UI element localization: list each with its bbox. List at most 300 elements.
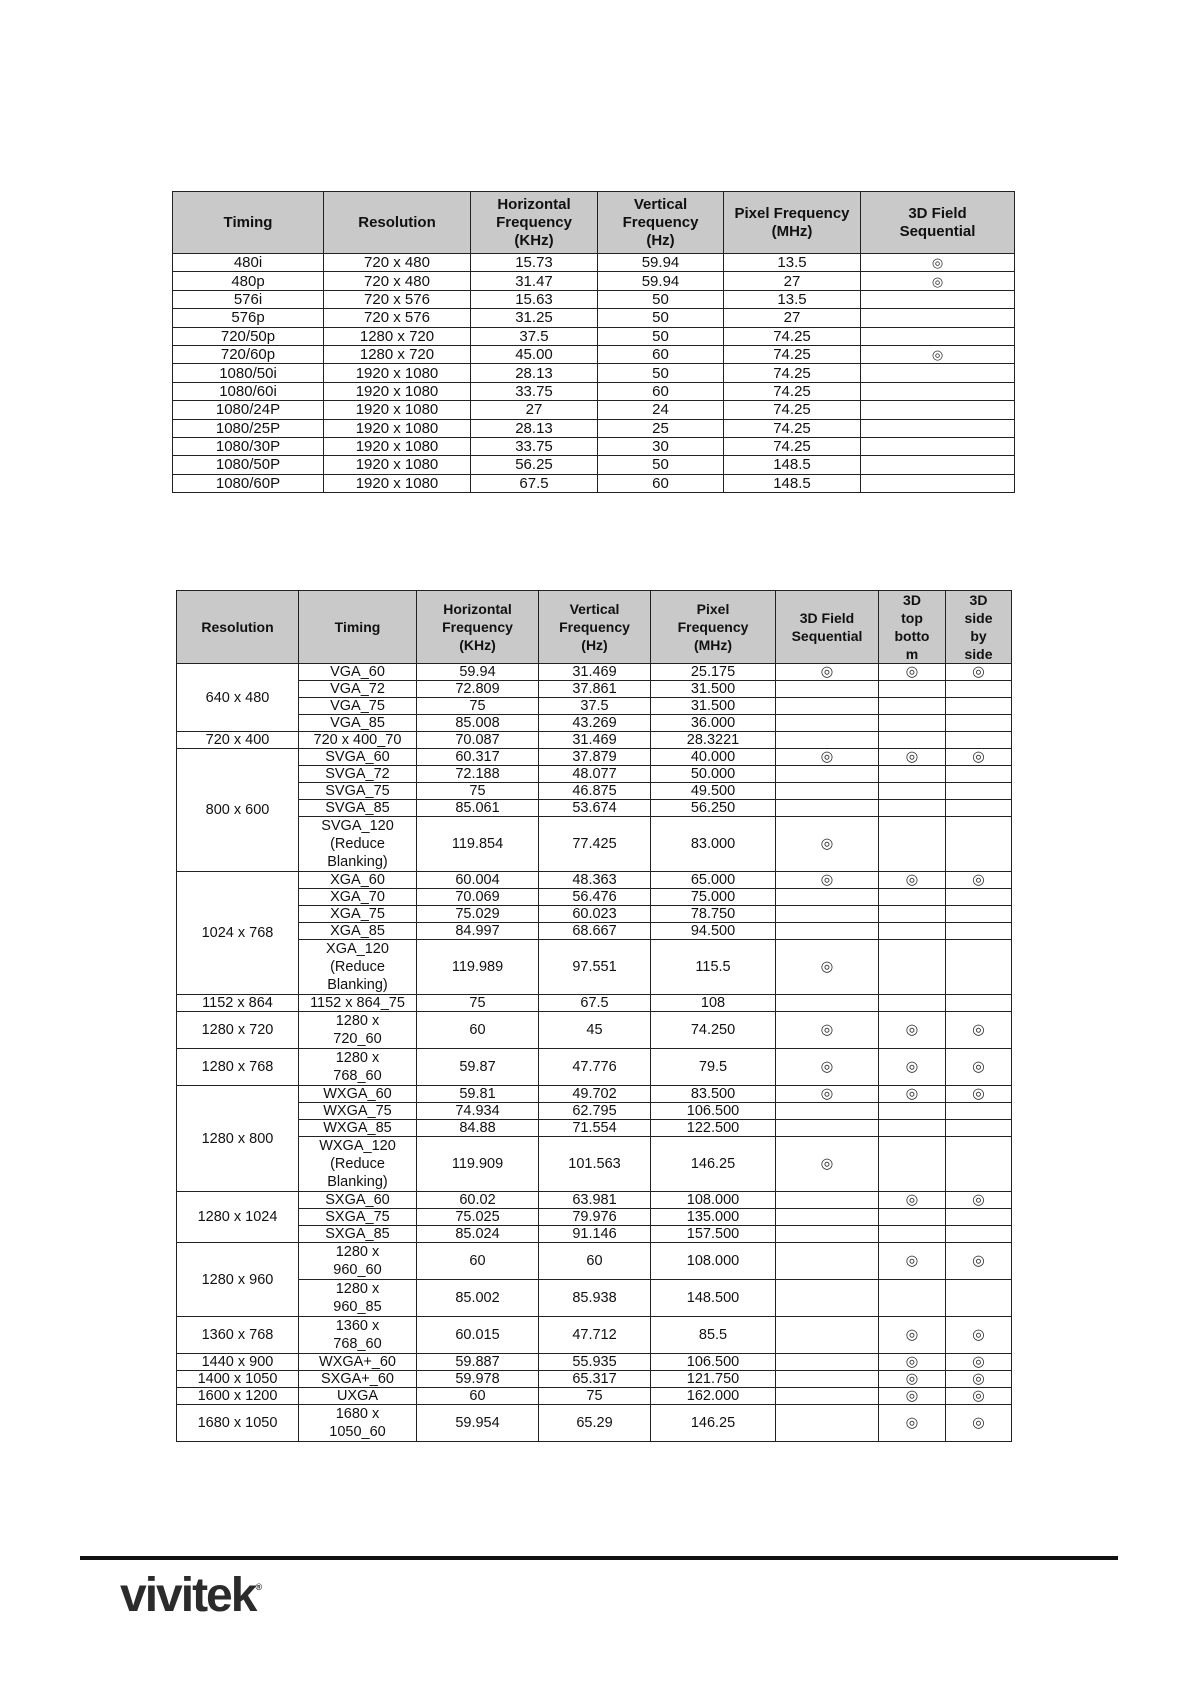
table-cell: 24 (598, 401, 724, 419)
horizontal-frequency-cell: 74.934 (417, 1103, 539, 1120)
table-row (177, 1086, 1012, 1103)
support-mark: ◎ (879, 1317, 946, 1354)
table-row (177, 923, 1012, 940)
support-mark (776, 732, 879, 749)
table-row (177, 1405, 1012, 1442)
support-mark: ◎ (946, 1049, 1012, 1086)
support-mark: ◎ (776, 940, 879, 995)
horizontal-frequency-cell: 75.029 (417, 906, 539, 923)
column-header: Vertical Frequency (Hz) (598, 192, 724, 254)
table-cell: 720/50p (173, 327, 324, 345)
vertical-frequency-cell: 71.554 (539, 1120, 651, 1137)
table-cell: 1080/30P (173, 437, 324, 455)
table-cell: 480i (173, 254, 324, 272)
horizontal-frequency-cell: 59.87 (417, 1049, 539, 1086)
support-mark (861, 474, 1015, 492)
table-row (177, 940, 1012, 995)
vertical-frequency-cell: 60.023 (539, 906, 651, 923)
pixel-frequency-cell: 65.000 (651, 872, 776, 889)
vertical-frequency-cell: 43.269 (539, 715, 651, 732)
support-mark (879, 681, 946, 698)
support-mark (879, 732, 946, 749)
table-cell: 33.75 (471, 437, 598, 455)
horizontal-frequency-cell: 60.02 (417, 1192, 539, 1209)
table-cell: 50 (598, 309, 724, 327)
support-mark (776, 1280, 879, 1317)
table-row (177, 1226, 1012, 1243)
table-cell: 1080/50P (173, 456, 324, 474)
vertical-frequency-cell: 91.146 (539, 1226, 651, 1243)
table-row (177, 906, 1012, 923)
support-mark (946, 1137, 1012, 1192)
support-mark (879, 1137, 946, 1192)
resolution-cell: 1024 x 768 (177, 872, 299, 995)
support-mark (776, 923, 879, 940)
timing-cell: 1152 x 864_75 (299, 995, 417, 1012)
timing-cell: SVGA_120 (Reduce Blanking) (299, 817, 417, 872)
support-mark (776, 783, 879, 800)
support-mark (776, 1209, 879, 1226)
table-cell: 1920 x 1080 (324, 401, 471, 419)
pixel-frequency-cell: 85.5 (651, 1317, 776, 1354)
support-mark (776, 698, 879, 715)
support-mark (946, 817, 1012, 872)
table-cell: 720 x 480 (324, 254, 471, 272)
table-cell: 1080/25P (173, 419, 324, 437)
support-mark (861, 437, 1015, 455)
timing-cell: SXGA+_60 (299, 1371, 417, 1388)
timing-cell: XGA_85 (299, 923, 417, 940)
resolution-cell: 720 x 400 (177, 732, 299, 749)
support-mark: ◎ (776, 817, 879, 872)
table-cell: 1920 x 1080 (324, 382, 471, 400)
support-mark (861, 456, 1015, 474)
table-row (177, 1012, 1012, 1049)
table-row (177, 1243, 1012, 1280)
table-row (173, 309, 1015, 327)
support-mark: ◎ (946, 872, 1012, 889)
table-cell: 56.25 (471, 456, 598, 474)
support-mark: ◎ (879, 664, 946, 681)
table-row (177, 1317, 1012, 1354)
table-cell: 28.13 (471, 419, 598, 437)
column-header: Horizontal Frequency (KHz) (471, 192, 598, 254)
support-mark (861, 401, 1015, 419)
table-cell: 74.25 (724, 364, 861, 382)
table-cell: 27 (724, 309, 861, 327)
vertical-frequency-cell: 47.712 (539, 1317, 651, 1354)
column-header: Timing (299, 591, 417, 664)
pixel-frequency-cell: 28.3221 (651, 732, 776, 749)
resolution-cell: 1680 x 1050 (177, 1405, 299, 1442)
support-mark: ◎ (946, 1192, 1012, 1209)
support-mark: ◎ (879, 1354, 946, 1371)
column-header: Pixel Frequency (MHz) (651, 591, 776, 664)
table-cell: 720/60p (173, 345, 324, 363)
timing-cell: VGA_72 (299, 681, 417, 698)
footer-divider (80, 1556, 1118, 1560)
pixel-frequency-cell: 94.500 (651, 923, 776, 940)
table-row (177, 1280, 1012, 1317)
support-mark (879, 889, 946, 906)
support-mark (861, 327, 1015, 345)
vertical-frequency-cell: 31.469 (539, 732, 651, 749)
pixel-frequency-cell: 106.500 (651, 1354, 776, 1371)
table-row (173, 437, 1015, 455)
table-row (177, 732, 1012, 749)
vertical-frequency-cell: 65.317 (539, 1371, 651, 1388)
horizontal-frequency-cell: 59.887 (417, 1354, 539, 1371)
resolution-cell: 640 x 480 (177, 664, 299, 732)
table-cell: 31.25 (471, 309, 598, 327)
vertical-frequency-cell: 65.29 (539, 1405, 651, 1442)
table-row (173, 474, 1015, 492)
table-cell: 25 (598, 419, 724, 437)
support-mark: ◎ (776, 664, 879, 681)
column-header: 3D Field Sequential (861, 192, 1015, 254)
support-mark (861, 290, 1015, 308)
support-mark (879, 923, 946, 940)
horizontal-frequency-cell: 60 (417, 1243, 539, 1280)
support-mark (879, 1103, 946, 1120)
support-mark: ◎ (861, 345, 1015, 363)
table-row (177, 1049, 1012, 1086)
pixel-frequency-cell: 40.000 (651, 749, 776, 766)
timing-cell: SVGA_60 (299, 749, 417, 766)
timing-cell: 1280 x 960_60 (299, 1243, 417, 1280)
table-cell: 1920 x 1080 (324, 474, 471, 492)
vertical-frequency-cell: 101.563 (539, 1137, 651, 1192)
horizontal-frequency-cell: 119.989 (417, 940, 539, 995)
table-header-row (177, 591, 1012, 664)
timing-cell: 1280 x 768_60 (299, 1049, 417, 1086)
vertical-frequency-cell: 48.077 (539, 766, 651, 783)
table-cell: 74.25 (724, 419, 861, 437)
support-mark (879, 1226, 946, 1243)
table-cell: 148.5 (724, 456, 861, 474)
support-mark (776, 906, 879, 923)
vertical-frequency-cell: 37.879 (539, 749, 651, 766)
table-cell: 50 (598, 456, 724, 474)
support-mark (946, 1280, 1012, 1317)
resolution-cell: 1280 x 1024 (177, 1192, 299, 1243)
horizontal-frequency-cell: 75 (417, 698, 539, 715)
table-cell: 576i (173, 290, 324, 308)
support-mark (946, 1226, 1012, 1243)
horizontal-frequency-cell: 85.024 (417, 1226, 539, 1243)
support-mark: ◎ (946, 1317, 1012, 1354)
timing-cell: SXGA_60 (299, 1192, 417, 1209)
table-cell: 50 (598, 327, 724, 345)
horizontal-frequency-cell: 60.317 (417, 749, 539, 766)
table-row (173, 290, 1015, 308)
timing-cell: VGA_75 (299, 698, 417, 715)
vertical-frequency-cell: 31.469 (539, 664, 651, 681)
support-mark: ◎ (946, 664, 1012, 681)
horizontal-frequency-cell: 60.015 (417, 1317, 539, 1354)
table-cell: 1920 x 1080 (324, 456, 471, 474)
table-cell: 59.94 (598, 272, 724, 290)
timing-cell: 720 x 400_70 (299, 732, 417, 749)
support-mark (776, 1226, 879, 1243)
vertical-frequency-cell: 67.5 (539, 995, 651, 1012)
table-row (177, 1209, 1012, 1226)
table-row (177, 766, 1012, 783)
support-mark: ◎ (776, 1137, 879, 1192)
timing-cell: WXGA_75 (299, 1103, 417, 1120)
table-cell: 27 (471, 401, 598, 419)
support-mark (776, 889, 879, 906)
pixel-frequency-cell: 146.25 (651, 1405, 776, 1442)
support-mark (879, 783, 946, 800)
horizontal-frequency-cell: 60 (417, 1012, 539, 1049)
timing-cell: 1280 x 960_85 (299, 1280, 417, 1317)
table-cell: 1920 x 1080 (324, 364, 471, 382)
table-row (177, 1354, 1012, 1371)
support-mark: ◎ (861, 254, 1015, 272)
pixel-frequency-cell: 106.500 (651, 1103, 776, 1120)
pixel-frequency-cell: 108.000 (651, 1192, 776, 1209)
support-mark: ◎ (946, 1371, 1012, 1388)
support-mark (776, 800, 879, 817)
support-mark (776, 1405, 879, 1442)
pixel-frequency-cell: 148.500 (651, 1280, 776, 1317)
column-header: Pixel Frequency (MHz) (724, 192, 861, 254)
support-mark: ◎ (776, 1049, 879, 1086)
table-cell: 148.5 (724, 474, 861, 492)
table-cell: 28.13 (471, 364, 598, 382)
vertical-frequency-cell: 68.667 (539, 923, 651, 940)
vertical-frequency-cell: 60 (539, 1243, 651, 1280)
table-cell: 27 (724, 272, 861, 290)
table-row (177, 817, 1012, 872)
support-mark: ◎ (879, 1243, 946, 1280)
table-cell: 576p (173, 309, 324, 327)
vertical-frequency-cell: 56.476 (539, 889, 651, 906)
column-header: Timing (173, 192, 324, 254)
support-mark (879, 906, 946, 923)
column-header: 3D top botto m (879, 591, 946, 664)
support-mark (879, 715, 946, 732)
support-mark (776, 1317, 879, 1354)
horizontal-frequency-cell: 60.004 (417, 872, 539, 889)
timing-cell: 1280 x 720_60 (299, 1012, 417, 1049)
table-cell: 1920 x 1080 (324, 419, 471, 437)
timing-cell: SXGA_85 (299, 1226, 417, 1243)
pixel-frequency-cell: 157.500 (651, 1226, 776, 1243)
support-mark: ◎ (946, 1086, 1012, 1103)
table-cell: 720 x 576 (324, 309, 471, 327)
table-cell: 480p (173, 272, 324, 290)
support-mark (776, 715, 879, 732)
support-mark: ◎ (946, 1354, 1012, 1371)
table-row (177, 698, 1012, 715)
resolution-cell: 1360 x 768 (177, 1317, 299, 1354)
resolution-cell: 800 x 600 (177, 749, 299, 872)
support-mark (861, 309, 1015, 327)
pixel-frequency-cell: 31.500 (651, 698, 776, 715)
table-row (177, 1388, 1012, 1405)
table-cell: 13.5 (724, 254, 861, 272)
support-mark: ◎ (879, 1388, 946, 1405)
vertical-frequency-cell: 79.976 (539, 1209, 651, 1226)
table-cell: 720 x 576 (324, 290, 471, 308)
support-mark (776, 1103, 879, 1120)
pixel-frequency-cell: 122.500 (651, 1120, 776, 1137)
support-mark (946, 1209, 1012, 1226)
support-mark: ◎ (879, 1192, 946, 1209)
timing-cell: WXGA_120 (Reduce Blanking) (299, 1137, 417, 1192)
table-cell: 60 (598, 474, 724, 492)
support-mark (946, 923, 1012, 940)
timing-cell: WXGA_85 (299, 1120, 417, 1137)
timing-cell: SVGA_75 (299, 783, 417, 800)
table-cell: 1080/60P (173, 474, 324, 492)
table-cell: 74.25 (724, 437, 861, 455)
support-mark: ◎ (776, 1086, 879, 1103)
resolution-cell: 1600 x 1200 (177, 1388, 299, 1405)
table-cell: 1280 x 720 (324, 345, 471, 363)
table-row (173, 254, 1015, 272)
column-header: Resolution (324, 192, 471, 254)
timing-cell: 1360 x 768_60 (299, 1317, 417, 1354)
table-cell: 1280 x 720 (324, 327, 471, 345)
horizontal-frequency-cell: 75 (417, 995, 539, 1012)
resolution-cell: 1440 x 900 (177, 1354, 299, 1371)
resolution-cell: 1280 x 960 (177, 1243, 299, 1317)
support-mark (946, 698, 1012, 715)
vertical-frequency-cell: 75 (539, 1388, 651, 1405)
vertical-frequency-cell: 49.702 (539, 1086, 651, 1103)
support-mark (946, 1103, 1012, 1120)
table-cell: 15.63 (471, 290, 598, 308)
table-row (173, 382, 1015, 400)
vertical-frequency-cell: 77.425 (539, 817, 651, 872)
table-row (173, 401, 1015, 419)
horizontal-frequency-cell: 59.94 (417, 664, 539, 681)
horizontal-frequency-cell: 72.809 (417, 681, 539, 698)
support-mark (776, 1192, 879, 1209)
table-row (177, 715, 1012, 732)
table-row (177, 681, 1012, 698)
horizontal-frequency-cell: 60 (417, 1388, 539, 1405)
pixel-frequency-cell: 79.5 (651, 1049, 776, 1086)
pixel-frequency-cell: 108 (651, 995, 776, 1012)
support-mark (879, 1120, 946, 1137)
table-row (173, 327, 1015, 345)
timing-cell: VGA_60 (299, 664, 417, 681)
support-mark (879, 766, 946, 783)
support-mark (776, 1388, 879, 1405)
pixel-frequency-cell: 50.000 (651, 766, 776, 783)
support-mark (879, 817, 946, 872)
timing-cell: WXGA_60 (299, 1086, 417, 1103)
timing-table-pc (176, 590, 1012, 1442)
resolution-cell: 1280 x 800 (177, 1086, 299, 1192)
timing-cell: SVGA_85 (299, 800, 417, 817)
table-cell: 720 x 480 (324, 272, 471, 290)
table-row (177, 1192, 1012, 1209)
support-mark (946, 1120, 1012, 1137)
table-row (173, 272, 1015, 290)
support-mark (946, 940, 1012, 995)
vertical-frequency-cell: 37.861 (539, 681, 651, 698)
table-row (177, 1371, 1012, 1388)
pixel-frequency-cell: 56.250 (651, 800, 776, 817)
table-cell: 45.00 (471, 345, 598, 363)
vivitek-logo: vivitek® (120, 1569, 263, 1622)
horizontal-frequency-cell: 84.997 (417, 923, 539, 940)
timing-cell: 1680 x 1050_60 (299, 1405, 417, 1442)
support-mark (879, 1209, 946, 1226)
table-cell: 50 (598, 364, 724, 382)
support-mark: ◎ (879, 749, 946, 766)
table-cell: 74.25 (724, 327, 861, 345)
table-row (177, 872, 1012, 889)
support-mark (879, 995, 946, 1012)
table-row (177, 783, 1012, 800)
pixel-frequency-cell: 36.000 (651, 715, 776, 732)
support-mark (879, 800, 946, 817)
vertical-frequency-cell: 62.795 (539, 1103, 651, 1120)
support-mark (946, 889, 1012, 906)
support-mark (776, 681, 879, 698)
table-row (177, 1103, 1012, 1120)
support-mark (946, 766, 1012, 783)
horizontal-frequency-cell: 70.069 (417, 889, 539, 906)
table-cell: 1080/50i (173, 364, 324, 382)
table-row (173, 456, 1015, 474)
support-mark (946, 681, 1012, 698)
table-cell: 60 (598, 382, 724, 400)
horizontal-frequency-cell: 59.81 (417, 1086, 539, 1103)
table-cell: 33.75 (471, 382, 598, 400)
support-mark (776, 1243, 879, 1280)
support-mark (776, 1354, 879, 1371)
horizontal-frequency-cell: 85.002 (417, 1280, 539, 1317)
pixel-frequency-cell: 108.000 (651, 1243, 776, 1280)
pixel-frequency-cell: 49.500 (651, 783, 776, 800)
vertical-frequency-cell: 47.776 (539, 1049, 651, 1086)
horizontal-frequency-cell: 59.978 (417, 1371, 539, 1388)
support-mark: ◎ (946, 1388, 1012, 1405)
horizontal-frequency-cell: 119.854 (417, 817, 539, 872)
pixel-frequency-cell: 121.750 (651, 1371, 776, 1388)
table-cell: 74.25 (724, 345, 861, 363)
table-cell: 1920 x 1080 (324, 437, 471, 455)
pixel-frequency-cell: 31.500 (651, 681, 776, 698)
horizontal-frequency-cell: 84.88 (417, 1120, 539, 1137)
column-header: Resolution (177, 591, 299, 664)
support-mark: ◎ (946, 1405, 1012, 1442)
support-mark (879, 698, 946, 715)
support-mark (946, 732, 1012, 749)
support-mark: ◎ (946, 749, 1012, 766)
timing-cell: VGA_85 (299, 715, 417, 732)
table-cell: 1080/60i (173, 382, 324, 400)
support-mark: ◎ (879, 872, 946, 889)
resolution-cell: 1280 x 768 (177, 1049, 299, 1086)
table-row (177, 1137, 1012, 1192)
table-row (173, 345, 1015, 363)
timing-cell: SVGA_72 (299, 766, 417, 783)
support-mark: ◎ (946, 1012, 1012, 1049)
pixel-frequency-cell: 74.250 (651, 1012, 776, 1049)
pixel-frequency-cell: 25.175 (651, 664, 776, 681)
timing-cell: XGA_75 (299, 906, 417, 923)
timing-cell: XGA_60 (299, 872, 417, 889)
resolution-cell: 1280 x 720 (177, 1012, 299, 1049)
